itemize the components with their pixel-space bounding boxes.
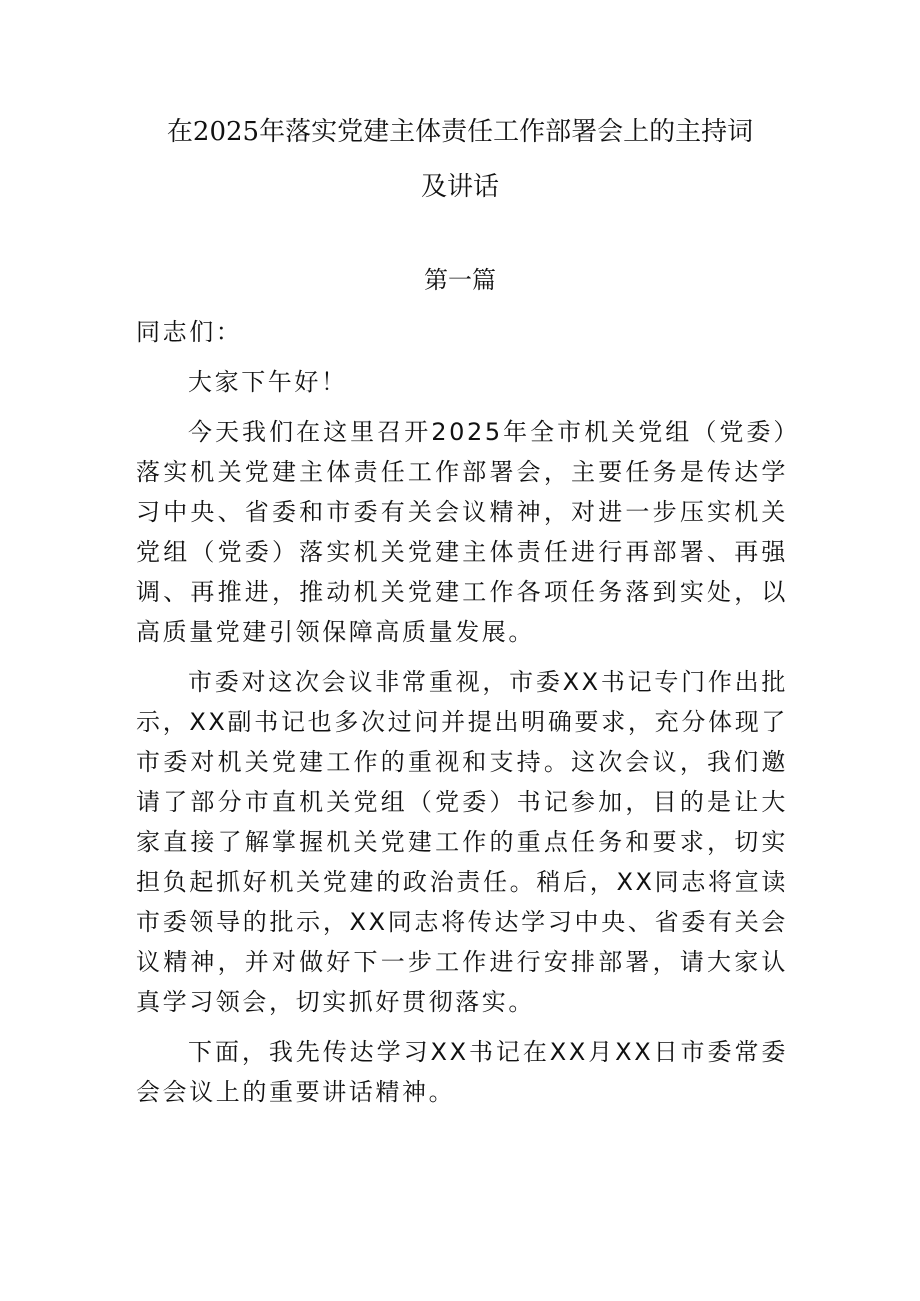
document-title-line-2: 及讲话 <box>420 172 499 202</box>
greeting: 大家下午好！ <box>188 368 348 396</box>
document-body <box>136 312 788 1122</box>
section-heading: 第一篇 <box>424 266 496 294</box>
salutation: 同志们： <box>136 318 243 346</box>
body-paragraph-3: 下面，我先传达学习XX书记在XX月XX日市委常委会会议上的重要讲话精神。 <box>136 1038 788 1106</box>
document-title-line-1: 在2025年落实党建主体责任工作部署会上的主持词 <box>166 117 754 147</box>
body-paragraph-1: 今天我们在这里召开2025年全市机关党组（党委）落实机关党建主体责任工作部署会，主要任务是传达学习中央、省委和市委有关会议精神，对进一步压实机关党组（党委）落实机关党建主体责任进行再部署、再强调、再推进，推动机关党建工作各项任务落到实处，以高质量党建引领保障高质量发展。 <box>136 418 788 646</box>
body-paragraph-2: 市委对这次会议非常重视，市委XX书记专门作出批示，XX副书记也多次过问并提出明确要求，充分体现了市委对机关党建工作的重视和支持。这次会议，我们邀请了部分市直机关党组（党委）书记参加，目的是让大家直接了解掌握机关党建工作的重点任务和要求，切实担负起抓好机关党建的政治责任。稍后，XX同志将宣读市委领导的批示，XX同志将传达学习中央、省委有关会议精神，并对做好下一步工作进行安排部署，请大家认真学习领会，切实抓好贯彻落实。 <box>136 668 788 1016</box>
